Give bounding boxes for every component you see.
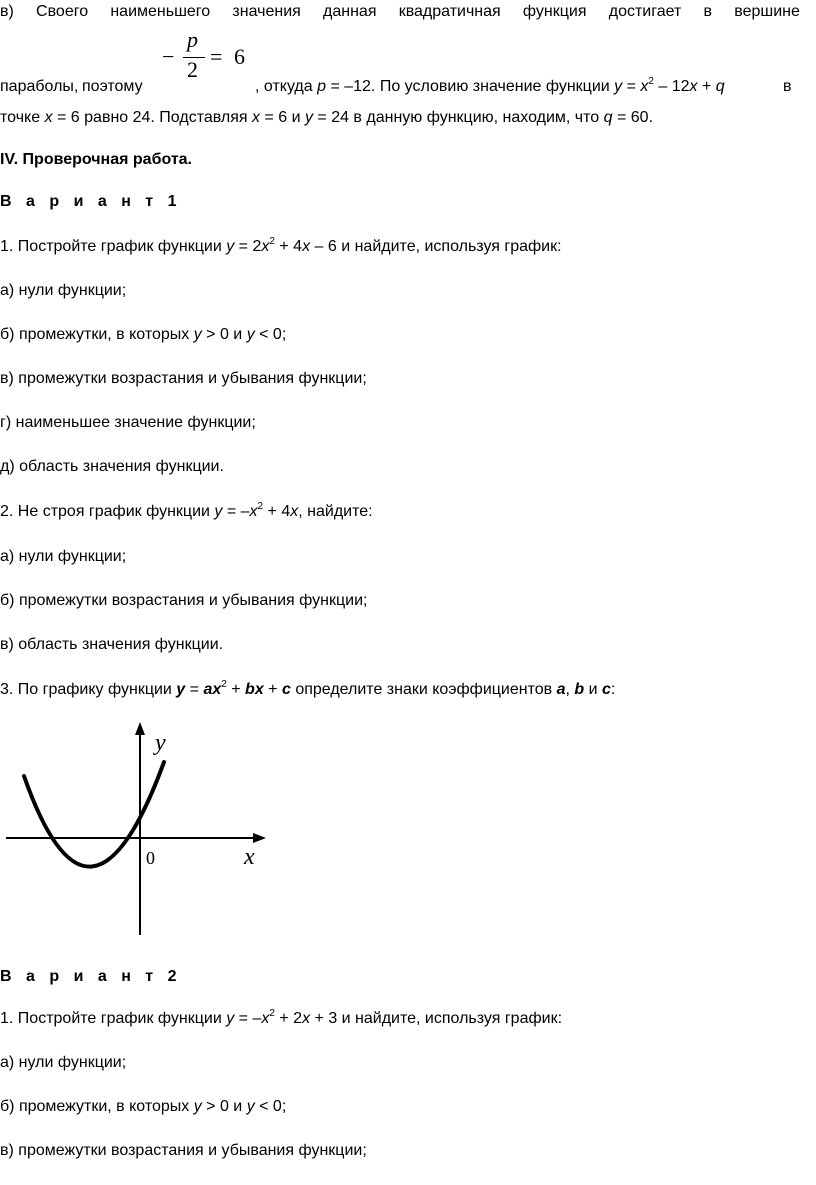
v1-task-1c: в) промежутки возрастания и убывания функции; — [0, 370, 367, 387]
word: в — [703, 3, 713, 20]
v1-task-2c: в) область значения функции. — [0, 636, 224, 653]
word: вершине — [734, 3, 800, 20]
word: в) — [0, 3, 14, 20]
x-axis-arrow — [253, 833, 266, 843]
word: поэтому — [82, 78, 143, 95]
y-axis-label: y — [155, 730, 166, 756]
v1-task-1e: д) область значения функции. — [0, 458, 224, 475]
intro-line-2-rest: , откуда p = –12. По условию значение функции $y = x^2 - 12x + q$ — [255, 76, 725, 95]
intro-line-1 — [0, 2, 800, 22]
formula-equals: = — [210, 44, 223, 69]
v1-task-1d: г) наименьшее значение функции; — [0, 414, 256, 431]
formula-denominator: 2 — [187, 57, 198, 82]
y-axis-arrow — [135, 722, 145, 735]
parabola-curve — [24, 762, 164, 867]
v1-task-2a: а) нули функции; — [0, 548, 127, 565]
v1-task-3: 3. По графику функции $y = ax^2$ + bx + c определите знаки коэффициентов a, b и c: — [0, 679, 616, 698]
v2-task-1: 1. Постройте график функции $y = -x^2 + 2x + 3$ и найдите, используя график: — [0, 1008, 563, 1027]
v2-task-1c: в) промежутки возрастания и убывания функции; — [0, 1142, 367, 1159]
word: данная — [323, 3, 377, 20]
origin-label: 0 — [146, 848, 155, 868]
word: функция — [522, 3, 587, 20]
v2-task-1a: а) нули функции; — [0, 1054, 127, 1071]
intro-line-3: точке x = 6 равно 24. Подставляя x = 6 и y = 24 в данную функцию, находим, что q = 60. — [0, 109, 654, 126]
parabola-graph — [0, 722, 280, 937]
word: параболы, — [0, 78, 79, 95]
v1-task-1b: б) промежутки, в которых y > 0 и y < 0; — [0, 326, 287, 343]
word: квадратичная — [398, 3, 501, 20]
vertex-formula — [158, 27, 254, 82]
variant-1-heading: В а р и а н т 1 — [0, 193, 182, 210]
x-axis-label: x — [244, 844, 255, 870]
v1-task-1: 1. Постройте график функции $y = 2x^2 + 4x - 6$ и найдите, используя график: — [0, 236, 562, 255]
word: значения — [232, 3, 301, 20]
v2-task-1b: б) промежутки, в которых y > 0 и y < 0; — [0, 1098, 287, 1115]
word: достигает — [608, 3, 682, 20]
formula-numerator: p — [187, 27, 198, 52]
variant-2-heading: В а р и а н т 2 — [0, 968, 182, 985]
v1-task-2: 2. Не строя график функции $y = -x^2 + 4x$, найдите: — [0, 501, 373, 520]
word: в — [783, 78, 792, 95]
section-heading: IV. Проверочная работа. — [0, 151, 192, 168]
word: Своего — [36, 3, 89, 20]
v1-task-1a: а) нули функции; — [0, 282, 127, 299]
v1-task-2b: б) промежутки возрастания и убывания функции; — [0, 592, 368, 609]
word: наименьшего — [110, 3, 211, 20]
formula-minus: − — [162, 44, 175, 69]
formula-value: 6 — [234, 44, 245, 69]
